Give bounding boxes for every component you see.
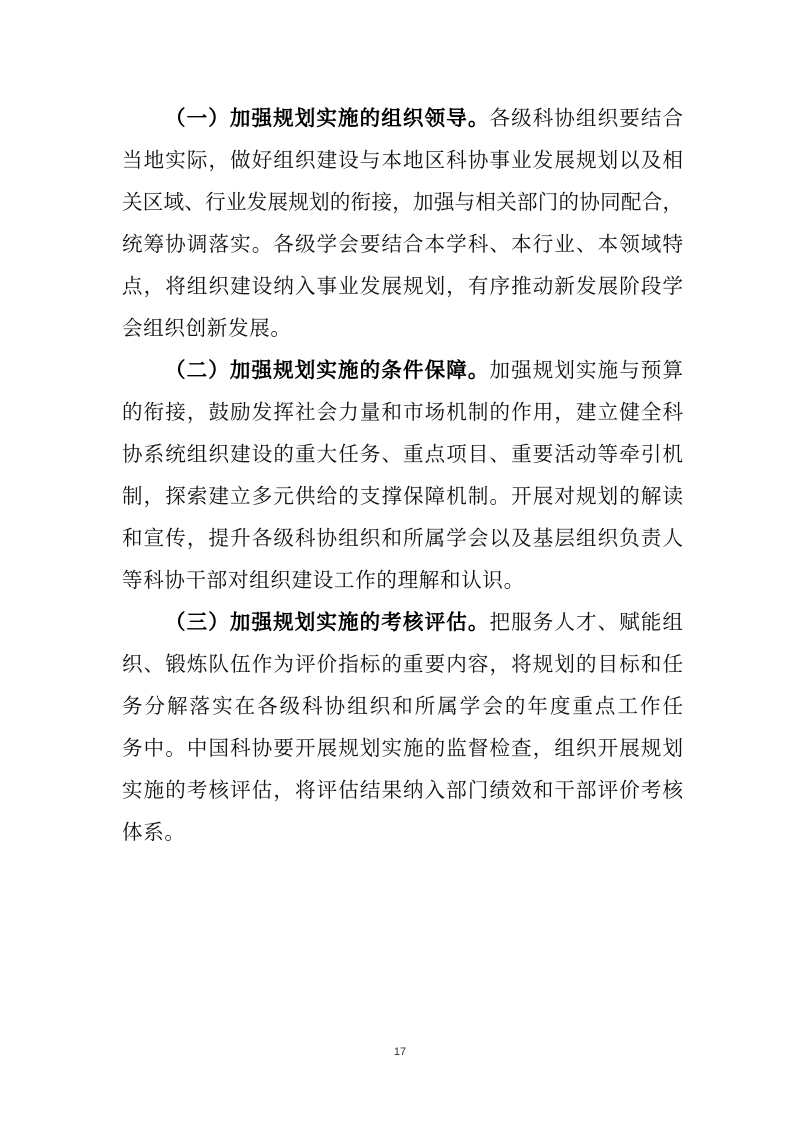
page-number: 17 (393, 1046, 407, 1058)
text-line: 统筹协调落实。各级学会要结合本学科、本行业、本领域特 (122, 232, 683, 256)
text-line (165, 601, 683, 643)
paragraph-3 (122, 601, 683, 853)
line-text: 各级科协组织要结合 (489, 106, 683, 130)
line-text: 加强规划实施与预算 (489, 358, 683, 382)
section-heading: （二）加强规划实施的条件保障。 (165, 358, 490, 382)
text-line: 实施的考核评估，将评估结果纳入部门绩效和干部评价考核 (122, 778, 683, 802)
paragraph-1 (122, 97, 683, 349)
text-line: 体系。 (122, 820, 186, 844)
paragraph-2 (122, 349, 683, 601)
text-line (165, 97, 683, 139)
text-line: 制，探索建立多元供给的支撑保障机制。开展对规划的解读 (122, 484, 683, 508)
text-line: 织、锻炼队伍作为评价指标的重要内容，将规划的目标和任 (122, 652, 683, 676)
text-line: 等科协干部对组织建设工作的理解和认识。 (122, 568, 525, 592)
body-text (122, 97, 683, 853)
line-text: 把服务人才、赋能组 (489, 610, 683, 634)
text-line: 点，将组织建设纳入事业发展规划，有序推动新发展阶段学 (122, 274, 683, 298)
section-heading: （三）加强规划实施的考核评估。 (165, 610, 490, 634)
text-line: 当地实际，做好组织建设与本地区科协事业发展规划以及相 (122, 148, 683, 172)
text-line: 和宣传，提升各级科协组织和所属学会以及基层组织负责人 (122, 526, 683, 550)
text-line: 务中。中国科协要开展规划实施的监督检查，组织开展规划 (122, 736, 683, 760)
text-line: 协系统组织建设的重大任务、重点项目、重要活动等牵引机 (122, 442, 683, 466)
text-line: 务分解落实在各级科协组织和所属学会的年度重点工作任 (122, 694, 683, 718)
text-line (165, 349, 683, 391)
section-heading: （一）加强规划实施的组织领导。 (165, 106, 490, 130)
text-line: 的衔接，鼓励发挥社会力量和市场机制的作用，建立健全科 (122, 400, 683, 424)
text-line: 关区域、行业发展规划的衔接，加强与相关部门的协同配合， (122, 190, 683, 214)
text-line: 会组织创新发展。 (122, 316, 292, 340)
